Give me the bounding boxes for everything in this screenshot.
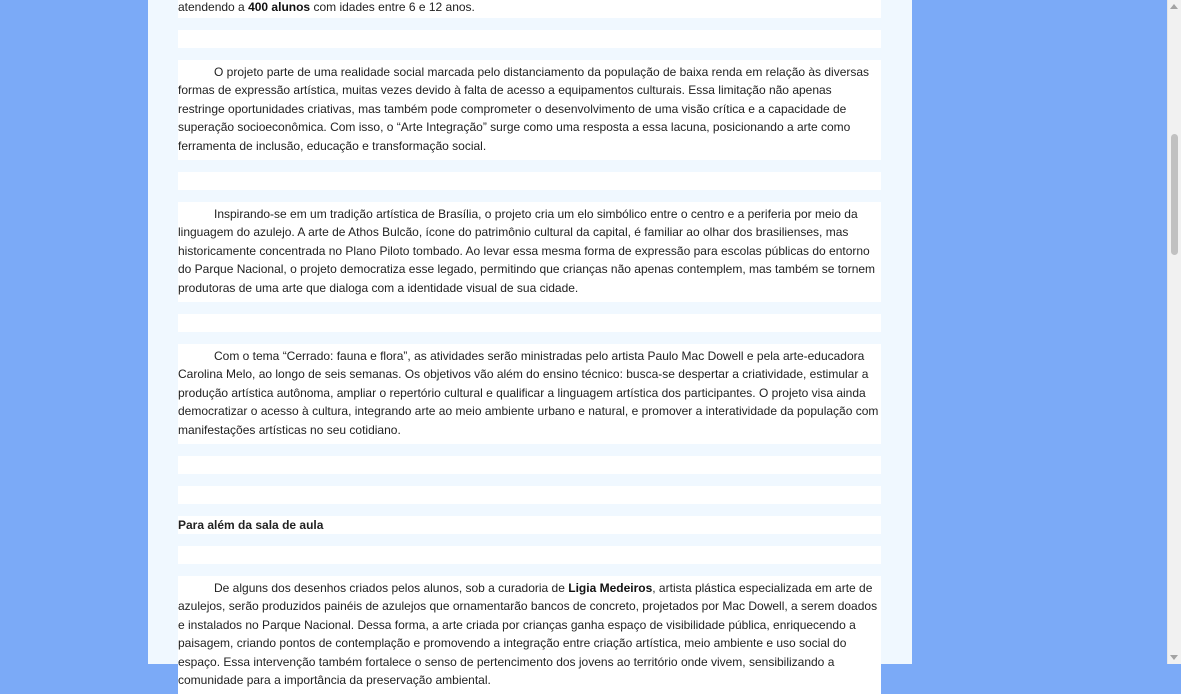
article-page bbox=[148, 0, 912, 664]
paragraph-cerrado-theme bbox=[178, 344, 881, 444]
paragraph-tile-panels bbox=[178, 576, 881, 694]
blank-line bbox=[178, 546, 881, 564]
blank-line bbox=[178, 314, 881, 332]
text: atendendo a bbox=[178, 0, 248, 14]
text: De alguns dos desenhos criados pelos alunos, sob a curadoria de bbox=[214, 581, 568, 595]
blank-line bbox=[178, 172, 881, 190]
paragraph-text: O projeto parte de uma realidade social marcada pelo distanciamento da população de baixa renda em relação às diversas formas de expressão artística, muitas vezes devido à falta de acesso a equipamentos culturais. Essa limitação não apenas restringe oportunidades criativas, mas também pode comprometer o desenvolvimento de uma visão crítica e a capacidade de superação socioeconômica. Com isso, o “Arte Integração” surge como uma resposta a essa lacuna, posicionando a arte como ferramenta de inclusão, educação e transformação social. bbox=[178, 65, 869, 153]
article-content bbox=[178, 0, 881, 694]
scroll-thumb[interactable] bbox=[1171, 134, 1178, 255]
paragraph-intro-tail bbox=[178, 0, 881, 18]
text: com idades entre 6 e 12 anos. bbox=[310, 0, 475, 14]
bold-text: Ligia Medeiros bbox=[568, 581, 652, 595]
scroll-down-icon[interactable] bbox=[1170, 655, 1178, 660]
scroll-up-icon[interactable] bbox=[1170, 4, 1178, 9]
paragraph-text: Inspirando-se em um tradição artística de Brasília, o projeto cria um elo simbólico entre o centro e a periferia por meio da linguagem do azulejo. A arte de Athos Bulcão, ícone do patrimônio cultural da capital, é familiar ao olhar dos brasilienses, mas historicamente concentrada no Plano Piloto tombado. Ao levar essa mesma forma de expressão para escolas públicas do entorno do Parque Nacional, o projeto democratiza esse legado, permitindo que crianças não apenas contemplem, mas também se tornem produtoras de uma arte que dialoga com a identidade visual de sua cidade. bbox=[178, 207, 875, 295]
blank-line bbox=[178, 456, 881, 474]
blank-line bbox=[178, 30, 881, 48]
paragraph-social-reality bbox=[178, 60, 881, 160]
text: , artista plástica especializada em arte de azulejos, serão produzidos painéis de azulejos que ornamentarão bancos de concreto, projetados por Mac Dowell, a serem doados e instalados no Parque Nacional. Dessa forma, a arte criada por crianças ganha espaço de visibilidade pública, enriquecendo a paisagem, criando pontos de contemplação e promovendo a integração entre criação artística, meio ambiente e uso social do espaço. Essa intervenção também fortalece o senso de pertencimento dos jovens ao território onde vivem, sensibilizando a comunidade para a importância da preservação ambiental. bbox=[178, 581, 877, 688]
paragraph-brasilia-tradition bbox=[178, 202, 881, 302]
vertical-scrollbar[interactable] bbox=[1167, 0, 1181, 664]
bold-text: 400 alunos bbox=[248, 0, 310, 14]
paragraph-text: Com o tema “Cerrado: fauna e flora”, as atividades serão ministradas pelo artista Paulo Mac Dowell e pela arte-educadora Carolina Melo, ao longo de seis semanas. Os objetivos vão além do ensino técnico: busca-se despertar a criatividade, estimular a produção artística autônoma, ampliar o repertório cultural e qualificar a linguagem artística dos participantes. O projeto visa ainda democratizar o acesso à cultura, integrando arte ao meio ambiente urbano e natural, e promover a interatividade da população com manifestações artísticas no seu cotidiano. bbox=[178, 349, 878, 437]
section-heading: Para além da sala de aula bbox=[178, 516, 881, 534]
blank-line bbox=[178, 486, 881, 504]
